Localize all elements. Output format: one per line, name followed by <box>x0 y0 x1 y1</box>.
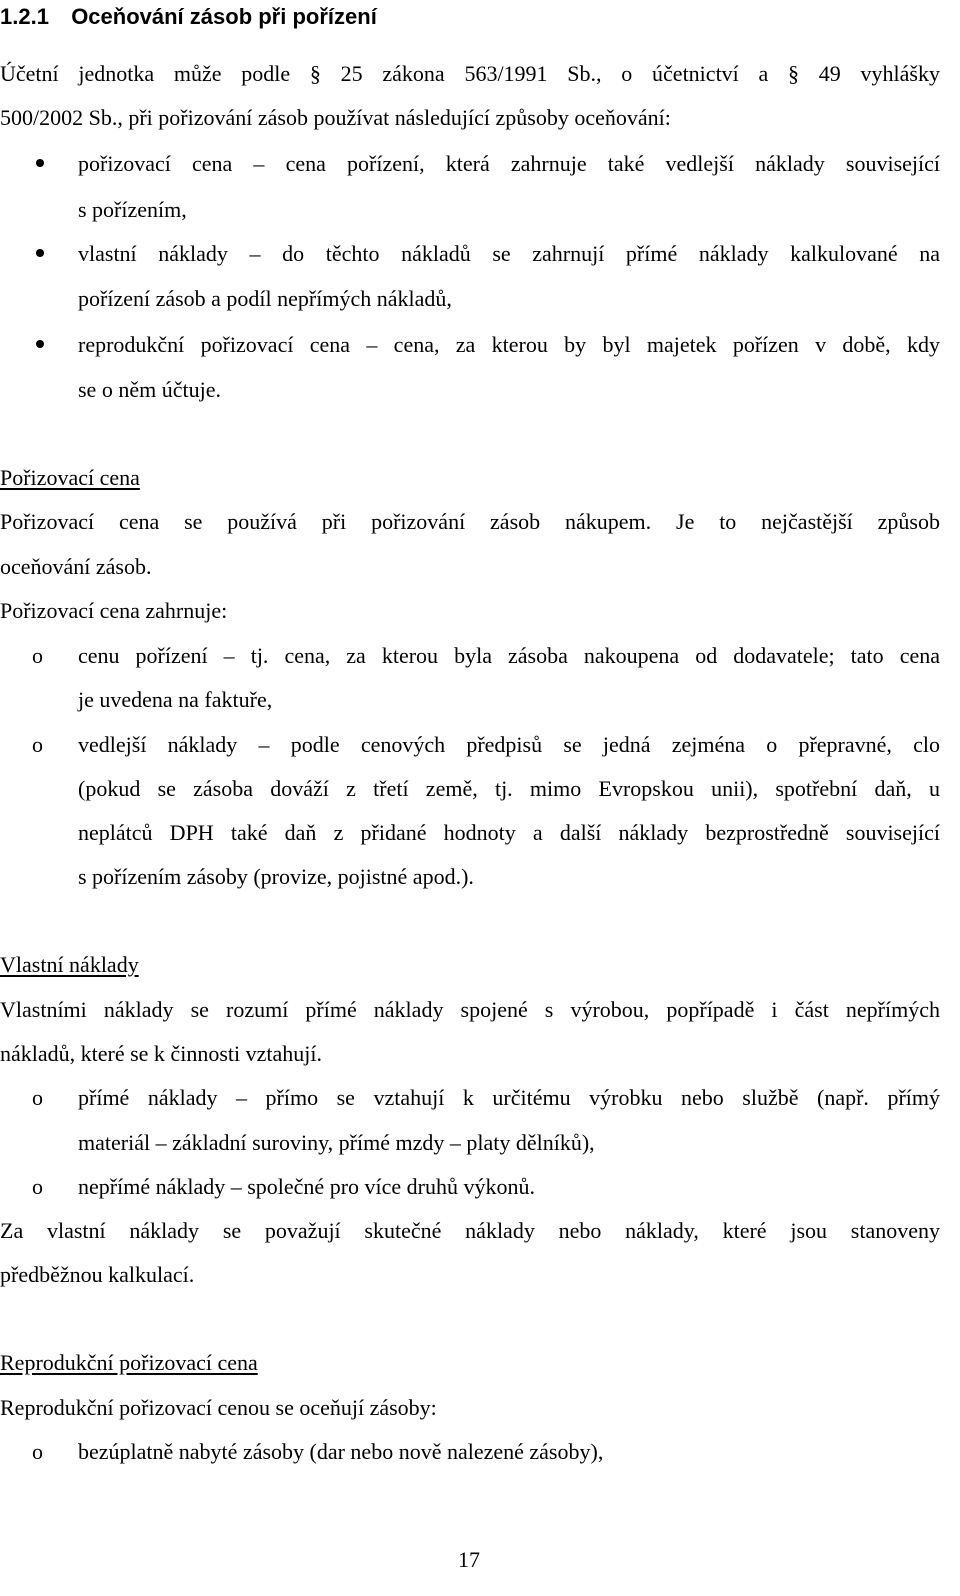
purchase-price-includes: Pořizovací cena zahrnuje: <box>0 598 228 623</box>
purchase-price-heading: Pořizovací cena <box>0 465 140 490</box>
own-costs-text-line-1: Vlastními náklady se rozumí přímé náklady spojené s výrobou, popřípadě i část nepřímých <box>0 997 940 1022</box>
intro-line-2: 500/2002 Sb., při pořizování zásob používat následující způsoby oceňování: <box>0 105 671 130</box>
purchase-item-1-line-2: je uvedena na faktuře, <box>78 687 273 712</box>
purchase-item-2-line-3: neplátců DPH také daň z přidané hodnoty a další náklady bezprostředně související <box>78 820 940 845</box>
purchase-item-2-line-2: (pokud se zásoba dováží z třetí země, tj. mimo Evropskou unii), spotřební daň, u <box>78 776 940 801</box>
method-2-line-2: pořízení zásob a podíl nepřímých nákladů, <box>78 286 452 311</box>
section-number: 1.2.1 <box>0 4 49 29</box>
bullet-dot-icon <box>36 340 44 348</box>
reproduction-price-heading: Reprodukční pořizovací cena <box>0 1350 258 1375</box>
own-costs-item-1-line-2: materiál – základní suroviny, přímé mzdy – platy dělníků), <box>78 1130 595 1155</box>
section-title: Oceňování zásob při pořízení <box>71 4 377 29</box>
method-1-line-2: s pořízením, <box>78 197 187 222</box>
bullet-circle-icon: o <box>32 643 43 668</box>
intro-line-1: Účetní jednotka může podle § 25 zákona 563/1991 Sb., o účetnictví a § 49 vyhlášky <box>0 61 940 86</box>
bullet-circle-icon: o <box>32 1085 43 1110</box>
purchase-price-text-line-1: Pořizovací cena se používá při pořizování zásob nákupem. Je to nejčastější způsob <box>0 509 940 534</box>
purchase-item-2-line-4: s pořízením zásoby (provize, pojistné apod.). <box>78 864 474 889</box>
reproduction-price-text: Reprodukční pořizovací cenou se oceňují zásoby: <box>0 1395 437 1420</box>
own-costs-text-line-2: nákladů, které se k činnosti vztahují. <box>0 1041 322 1066</box>
bullet-circle-icon: o <box>32 1174 43 1199</box>
page-number: 17 <box>458 1547 480 1572</box>
purchase-item-1-line-1: cenu pořízení – tj. cena, za kterou byla zásoba nakoupena od dodavatele; tato cena <box>78 643 940 668</box>
bullet-dot-icon <box>36 159 44 167</box>
own-costs-item-1-line-1: přímé náklady – přímo se vztahují k určitému výrobku nebo službě (např. přímý <box>78 1085 940 1110</box>
own-costs-item-2-line-1: nepřímé náklady – společné pro více druhů výkonů. <box>78 1174 535 1199</box>
method-3-line-1: reprodukční pořizovací cena – cena, za kterou by byl majetek pořízen v době, kdy <box>78 332 940 357</box>
method-1-line-1: pořizovací cena – cena pořízení, která zahrnuje také vedlejší náklady související <box>78 151 940 176</box>
method-2-line-1: vlastní náklady – do těchto nákladů se zahrnují přímé náklady kalkulované na <box>78 241 940 266</box>
own-costs-closing-line-2: předběžnou kalkulací. <box>0 1262 195 1287</box>
section-heading <box>0 3 377 31</box>
reproduction-item-1-line-1: bezúplatně nabyté zásoby (dar nebo nově nalezené zásoby), <box>78 1439 604 1464</box>
own-costs-heading: Vlastní náklady <box>0 952 139 977</box>
method-3-line-2: se o něm účtuje. <box>78 377 221 402</box>
bullet-dot-icon <box>36 249 44 257</box>
purchase-price-text-line-2: oceňování zásob. <box>0 554 152 579</box>
bullet-circle-icon: o <box>32 1439 43 1464</box>
purchase-item-2-line-1: vedlejší náklady – podle cenových předpisů se jedná zejména o přepravné, clo <box>78 732 940 757</box>
own-costs-closing-line-1: Za vlastní náklady se považují skutečné náklady nebo náklady, které jsou stanoveny <box>0 1218 940 1243</box>
bullet-circle-icon: o <box>32 732 43 757</box>
